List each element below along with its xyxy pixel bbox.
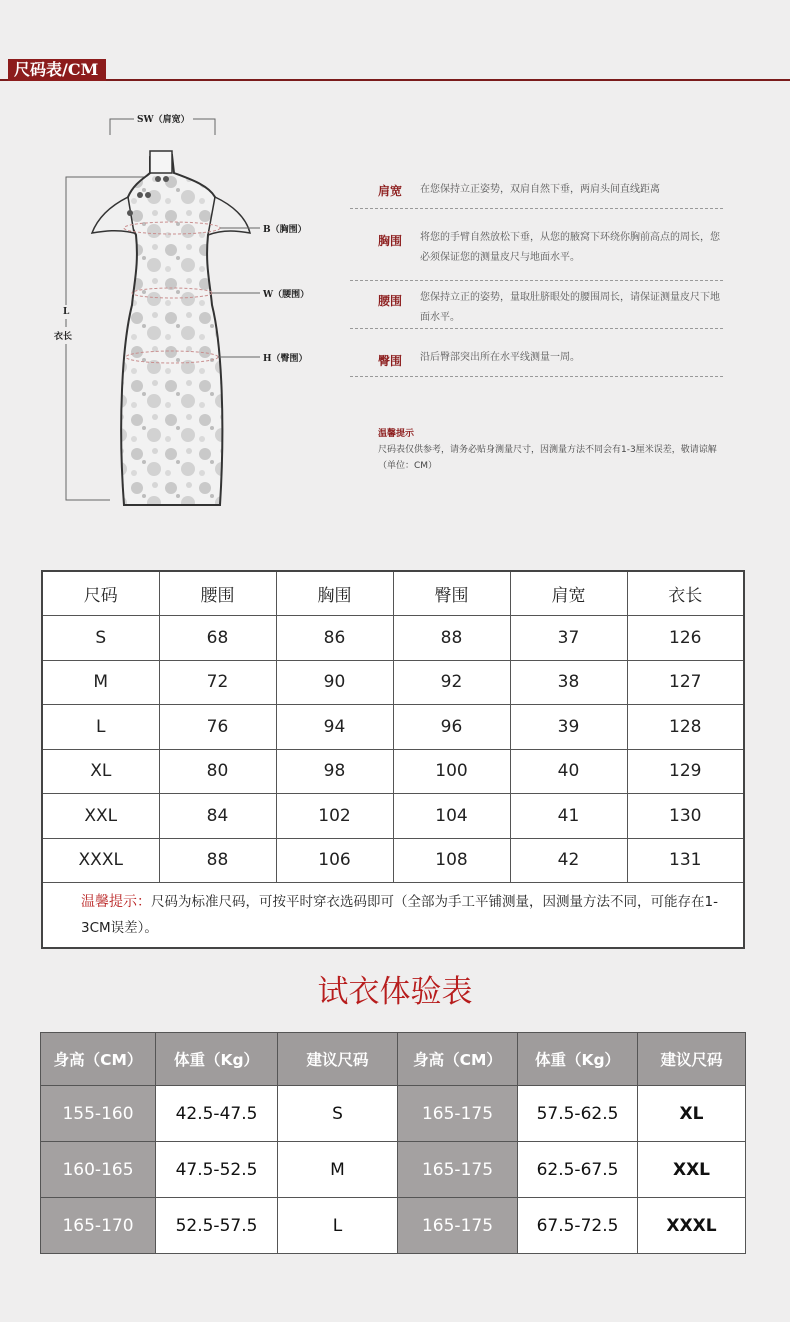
header-rule <box>0 79 790 81</box>
suggested-size-cell: XL <box>638 1086 746 1142</box>
length-cell: 129 <box>627 749 744 794</box>
size-cell: L <box>42 705 159 750</box>
length-cell: 126 <box>627 616 744 661</box>
suggested-size-cell: M <box>278 1142 398 1198</box>
trial-header: 体重（Kg） <box>156 1033 278 1086</box>
page-title: 尺码表/CM <box>8 59 106 81</box>
weight-cell: 67.5-72.5 <box>518 1198 638 1254</box>
waist-cell: 68 <box>159 616 276 661</box>
hip-cell: 100 <box>393 749 510 794</box>
weight-cell: 42.5-47.5 <box>156 1086 278 1142</box>
trial-header-row <box>41 1033 746 1086</box>
height-cell: 165-175 <box>398 1142 518 1198</box>
waist-cell: 88 <box>159 838 276 883</box>
waist-cell: 72 <box>159 660 276 705</box>
size-cell: XXL <box>42 794 159 839</box>
tip-text: 尺码表仅供参考，请务必贴身测量尺寸，因测量方法不同会有1-3厘米误差，敬请谅解（单位：CM） <box>378 445 717 471</box>
length-cell: 130 <box>627 794 744 839</box>
height-cell: 155-160 <box>41 1086 156 1142</box>
desc-divider <box>350 208 723 209</box>
size-cell: XL <box>42 749 159 794</box>
shoulder-cell: 37 <box>510 616 627 661</box>
bust-cell: 90 <box>276 660 393 705</box>
suggested-size-cell: S <box>278 1086 398 1142</box>
note-text: 尺码为标准尺码，可按平时穿衣选码即可（全部为手工平铺测量，因测量方法不同，可能存在1-3CM误差）。 <box>81 894 718 936</box>
size-table-header: 尺码 <box>42 571 159 616</box>
bust-cell: 94 <box>276 705 393 750</box>
size-cell: M <box>42 660 159 705</box>
length-cell: 127 <box>627 660 744 705</box>
desc-term-shoulder: 肩宽 <box>378 184 403 198</box>
size-table-header: 衣长 <box>627 571 744 616</box>
size-table-header: 肩宽 <box>510 571 627 616</box>
height-cell: 165-175 <box>398 1086 518 1142</box>
desc-text-waist: 您保持立正的姿势，量取肚脐眼处的腰围周长，请保证测量皮尺下地面水平。 <box>420 292 720 323</box>
trial-header: 建议尺码 <box>278 1033 398 1086</box>
hip-cell: 104 <box>393 794 510 839</box>
table-row <box>42 616 744 661</box>
tip-title: 温馨提示 <box>378 429 415 439</box>
weight-cell: 62.5-67.5 <box>518 1142 638 1198</box>
weight-cell: 47.5-52.5 <box>156 1142 278 1198</box>
suggested-size-cell: XXL <box>638 1142 746 1198</box>
length-cell: 131 <box>627 838 744 883</box>
waist-cell: 80 <box>159 749 276 794</box>
hip-cell: 96 <box>393 705 510 750</box>
trial-title: 试衣体验表 <box>317 974 473 1010</box>
desc-text-shoulder: 在您保持立正姿势，双肩自然下垂，两肩头间直线距离 <box>420 184 660 195</box>
table-row <box>41 1142 746 1198</box>
table-row <box>42 838 744 883</box>
desc-text-hip: 沿后臀部突出所在水平线测量一周。 <box>420 352 580 363</box>
weight-cell: 57.5-62.5 <box>518 1086 638 1142</box>
waist-cell: 76 <box>159 705 276 750</box>
bust-label: B（胸围） <box>263 225 307 235</box>
size-table <box>41 570 745 949</box>
shoulder-cell: 40 <box>510 749 627 794</box>
shoulder-cell: 42 <box>510 838 627 883</box>
desc-term-hip: 臀围 <box>378 354 403 368</box>
table-row <box>41 1086 746 1142</box>
bust-cell: 102 <box>276 794 393 839</box>
size-table-header: 胸围 <box>276 571 393 616</box>
hip-cell: 108 <box>393 838 510 883</box>
waist-cell: 84 <box>159 794 276 839</box>
shoulder-cell: 38 <box>510 660 627 705</box>
trial-table <box>40 1032 746 1254</box>
desc-text-bust: 将您的手臂自然放松下垂，从您的腋窝下环绕你胸前高点的周长，您必须保证您的测量皮尺与地面水平。 <box>420 232 720 263</box>
desc-divider <box>350 328 723 329</box>
size-cell: S <box>42 616 159 661</box>
trial-header: 身高（CM） <box>398 1033 518 1086</box>
weight-cell: 52.5-57.5 <box>156 1198 278 1254</box>
desc-term-waist: 腰围 <box>378 294 403 308</box>
trial-header: 建议尺码 <box>638 1033 746 1086</box>
shoulder-cell: 39 <box>510 705 627 750</box>
size-note <box>42 883 744 949</box>
hip-cell: 92 <box>393 660 510 705</box>
hip-cell: 88 <box>393 616 510 661</box>
table-row <box>41 1198 746 1254</box>
size-table-header: 腰围 <box>159 571 276 616</box>
hip-label: H（臀围） <box>263 354 308 364</box>
dress-diagram <box>54 105 330 515</box>
bust-cell: 106 <box>276 838 393 883</box>
shoulder-cell: 41 <box>510 794 627 839</box>
bust-cell: 86 <box>276 616 393 661</box>
note-row <box>42 883 744 949</box>
size-cell: XXXL <box>42 838 159 883</box>
height-cell: 165-175 <box>398 1198 518 1254</box>
table-row <box>42 794 744 839</box>
waist-label: W（腰围） <box>263 290 310 300</box>
table-row <box>42 705 744 750</box>
length-label: L <box>63 307 70 317</box>
size-table-header-row <box>42 571 744 616</box>
desc-term-bust: 胸围 <box>378 234 403 248</box>
desc-divider <box>350 376 723 377</box>
dress-illustration <box>60 105 330 515</box>
trial-header: 身高（CM） <box>41 1033 156 1086</box>
table-row <box>42 660 744 705</box>
trial-header: 体重（Kg） <box>518 1033 638 1086</box>
length-sublabel: 衣长 <box>54 327 72 344</box>
bust-cell: 98 <box>276 749 393 794</box>
height-cell: 160-165 <box>41 1142 156 1198</box>
height-cell: 165-170 <box>41 1198 156 1254</box>
table-row <box>42 749 744 794</box>
note-label: 温馨提示： <box>81 894 151 910</box>
length-cell: 128 <box>627 705 744 750</box>
shoulder-width-label: SW（肩宽） <box>134 112 193 125</box>
suggested-size-cell: XXXL <box>638 1198 746 1254</box>
size-table-header: 臀围 <box>393 571 510 616</box>
desc-divider <box>350 280 723 281</box>
suggested-size-cell: L <box>278 1198 398 1254</box>
